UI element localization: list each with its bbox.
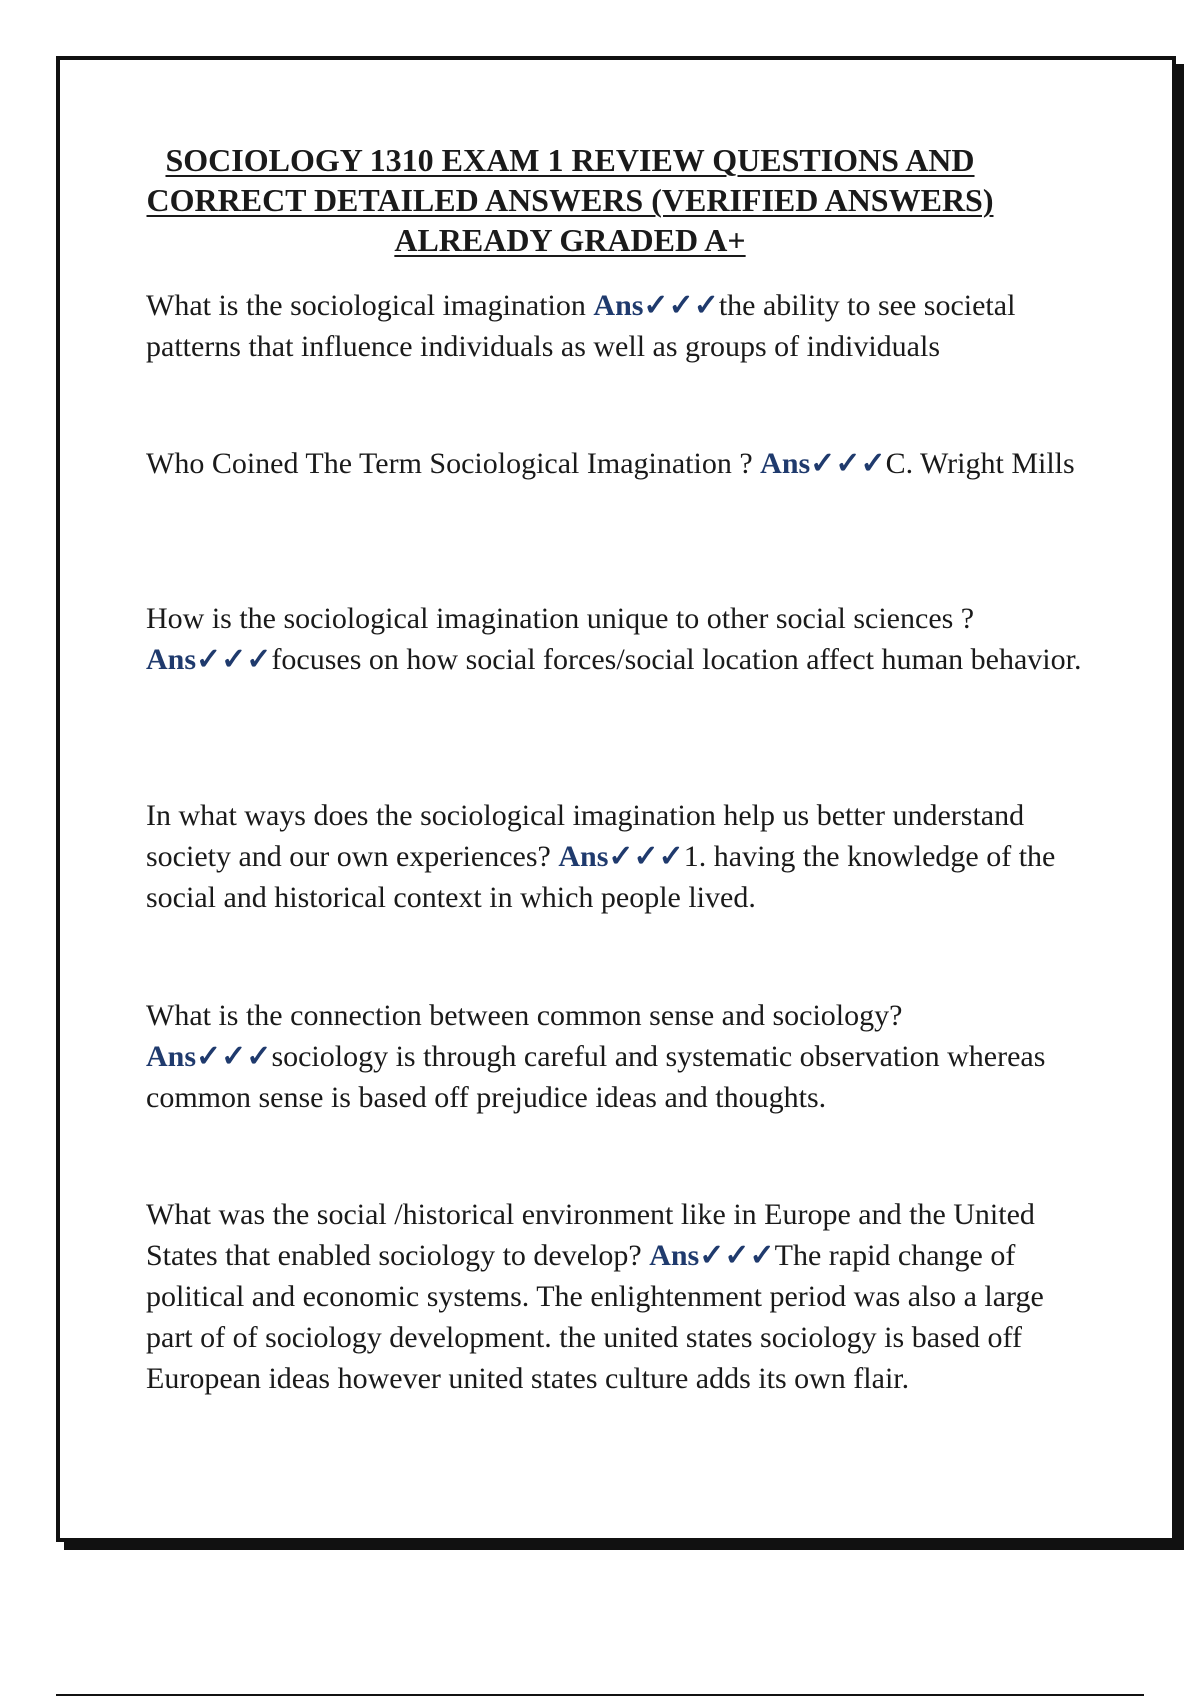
footer-divider (56, 1694, 1144, 1696)
question-text: In what ways does the sociological imagination help us better understand society and our own experiences? (146, 799, 1025, 873)
qa-item-4 (146, 795, 1096, 918)
question-text: How is the sociological imagination unique to other social sciences ? (146, 602, 975, 635)
qa-item-6 (146, 1194, 1096, 1399)
title-line-1: SOCIOLOGY 1310 EXAM 1 REVIEW QUESTIONS AND (165, 142, 975, 178)
title-line-3: ALREADY GRADED A+ (394, 222, 746, 258)
answer-text: The rapid change of political and economic systems. The enlightenment period was also a large part of of sociology development. the united states sociology is based off European ideas however united states culture adds its own flair. (146, 1239, 1044, 1395)
question-text: Who Coined The Term Sociological Imagination ? (146, 447, 761, 480)
answer-marker: Ans✓✓✓ (146, 643, 272, 676)
question-text: What was the social /historical environment like in Europe and the United States that enabled sociology to develop? (146, 1198, 1035, 1272)
qa-item-3 (146, 598, 1096, 680)
answer-marker: Ans✓✓✓ (558, 840, 684, 873)
qa-item-5 (146, 995, 1096, 1118)
title-line-2: CORRECT DETAILED ANSWERS (VERIFIED ANSWERS) (146, 182, 994, 218)
qa-item-1 (146, 285, 1096, 367)
answer-marker: Ans✓✓✓ (146, 1040, 272, 1073)
answer-marker: Ans✓✓✓ (649, 1239, 775, 1272)
answer-text: focuses on how social forces/social location affect human behavior. (271, 643, 1082, 676)
question-text: What is the connection between common sense and sociology? (146, 999, 903, 1032)
answer-marker: Ans✓✓✓ (593, 289, 719, 322)
question-text: What is the sociological imagination (146, 289, 594, 322)
answer-text: C. Wright Mills (885, 447, 1075, 480)
document-title (90, 140, 1050, 260)
answer-text: 1. having the knowledge of the social and historical context in which people lived. (146, 840, 1056, 914)
answer-text: sociology is through careful and systematic observation whereas common sense is based off prejudice ideas and thoughts. (146, 1040, 1046, 1114)
qa-item-2 (146, 443, 1096, 484)
answer-text: the ability to see societal patterns that influence individuals as well as groups of individuals (146, 289, 1016, 363)
answer-marker: Ans✓✓✓ (760, 447, 886, 480)
